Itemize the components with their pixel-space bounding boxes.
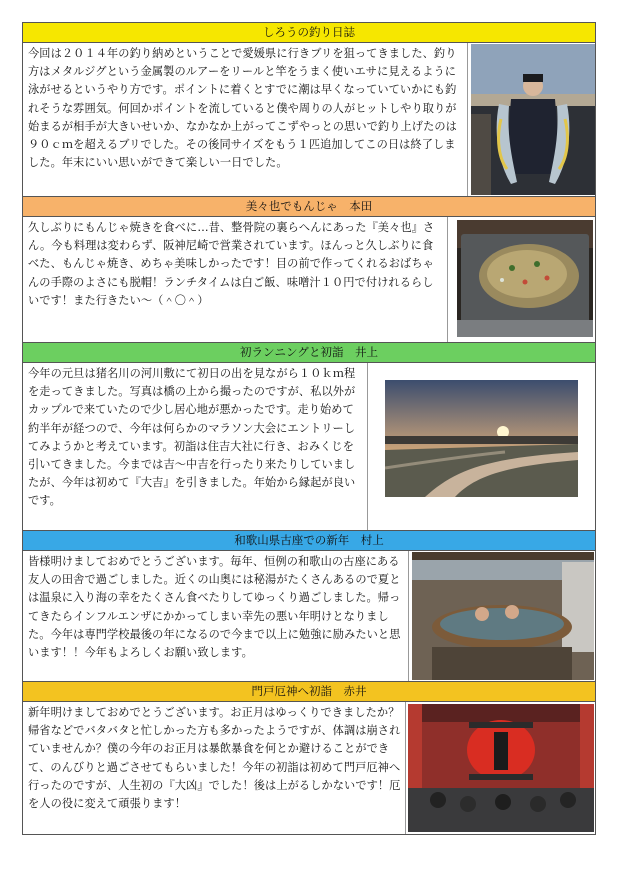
section-text: 今回は２０１４年の釣り納めということで愛媛県に行きブリを狙ってきました、釣り方はメタルジグという金属製のルアーをリールと竿をうまく使いエサに見えるように泳がせるというやり方です。ポイントに着くとすでに潮は早くなっていていかにも釣れそうな雰囲気。何回かポイントを流していると僕や周りの人がヒットしやり取りが始まるが相手が大きいせいか、なかなか上がってこずやっとの思いで釣り上げたのは９０ｃｍを超えるブリでした。その後同サイズをもう１匹追加してこの日は終了しました。年末にいい思いができて楽しい一日でした。 bbox=[28, 47, 457, 170]
section-text: 皆様明けましておめでとうございます。毎年、恒例の和歌山の古座にある友人の田舎で過ごしました。近くの山奥には秘湯がたくさんあるので夏とは温泉に入り海の幸をたくさん食べたりしてゆっくり過ごしました。帰ってきたらインフルエンザにかかってしまい幸先の悪い年明けとなりました。今年は専門学校最後の年になるので今まで以上に勉強に励みたいと思います！！今年もよろしくお願い致します。 bbox=[28, 555, 401, 660]
section-monja bbox=[22, 197, 596, 343]
section-title: 美々也でもんじゃ 本田 bbox=[23, 197, 595, 217]
section-text: 久しぶりにもんじゃ焼きを食べに…昔、整骨院の裏らへんにあった『美々也』さん。今も料理は変わらず、阪神尼崎で営業されています。ほんっと久しぶりに食べた、もんじゃ焼き、めちゃ美味しかったです！目の前で作ってくれるおばちゃんの手際のよさにも脱帽！ランチタイムは白ご飯、味噌汁１０円で付けれるらしいです！また行きたい～（＾〇＾） bbox=[28, 221, 435, 307]
section-title: 和歌山県古座での新年 村上 bbox=[23, 531, 595, 551]
section-running bbox=[22, 343, 596, 531]
hot-spring-bath-photo bbox=[412, 552, 594, 680]
newsletter-page bbox=[22, 22, 596, 835]
section-text: 今年の元旦は猪名川の河川敷にて初日の出を見ながら１０ｋｍ程を走ってきました。写真は橋の上から撮ったのですが、私以外がカップルで来ていたので少し居心地が悪かったです。走り始めて約半年が経つので、今年は何らかのマラソン大会にエントリーしてみようかと考えています。初詣は住吉大社に行き、おみくじを引いてきました。今までは吉～中吉を行ったり来たりしていましたが、今年は初めて『大吉』を引きました。年始から縁起が良いです。 bbox=[28, 367, 356, 508]
section-koza bbox=[22, 531, 596, 682]
section-title: しろうの釣り日誌 bbox=[23, 23, 595, 43]
monjayaki-grill-photo bbox=[457, 220, 593, 337]
section-fishing bbox=[22, 22, 596, 197]
temple-lantern-photo bbox=[408, 704, 594, 832]
section-title: 初ランニングと初詣 井上 bbox=[23, 343, 595, 363]
section-text: 新年明けましておめでとうございます。お正月はゆっくりできましたか？帰省などでバタバタと忙しかった方も多かったようですが、体調は崩されていませんか？僕の今年のお正月は暴飲暴食を何とか避けることができて、のんびりと過ごさせてもらいました！今年の初詣は初めて門戸厄神へ行ったのですが、人生初の『大凶』でした！後は上がるしかないです！厄を人の役に変えて頑張ります！ bbox=[28, 706, 401, 811]
fisherman-with-yellowtail-photo bbox=[471, 44, 595, 195]
section-title: 門戸厄神へ初詣 赤井 bbox=[23, 682, 595, 702]
section-kadoyakujin bbox=[22, 682, 596, 835]
river-sunrise-photo bbox=[385, 380, 578, 497]
